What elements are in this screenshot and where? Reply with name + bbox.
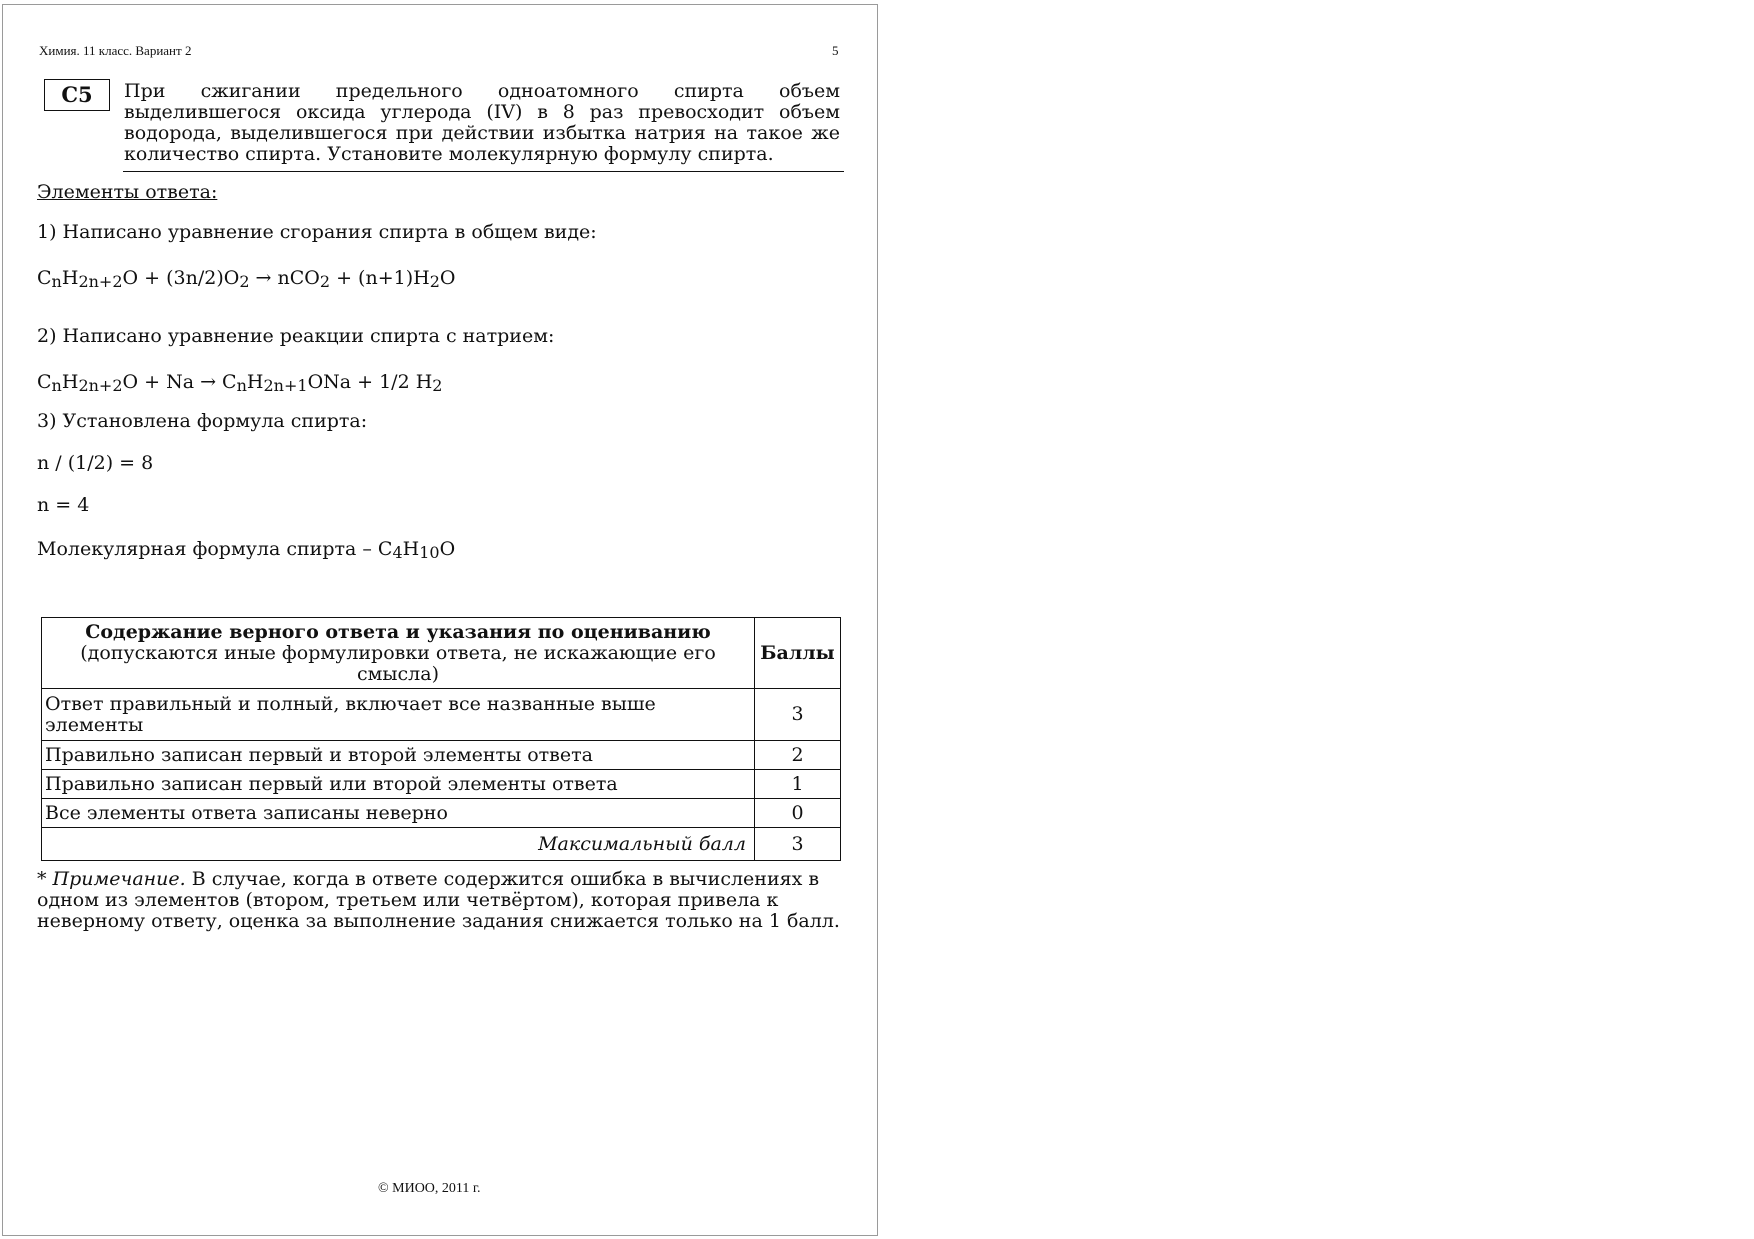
page-header-title: Химия. 11 класс. Вариант 2 [39, 43, 192, 58]
calculation-1: n / (1/2) = 8 [37, 452, 154, 474]
criterion-points: 0 [755, 799, 841, 828]
criterion-text: Ответ правильный и полный, включает все названные выше элементы [42, 689, 755, 741]
criterion-text: Правильно записан первый и второй элементы ответа [42, 741, 755, 770]
step-3: 3) Установлена формула спирта: [37, 410, 368, 432]
answer-heading: Элементы ответа: [37, 181, 218, 203]
task-underline [123, 171, 844, 172]
note-label: Примечание. [52, 868, 186, 890]
criterion-text: Все элементы ответа записаны неверно [42, 799, 755, 828]
criterion-points: 2 [755, 741, 841, 770]
scoring-table [41, 617, 841, 861]
equation-combustion: $C_nH_{2n+2}O + (3n/2)O_2 \to nCO_2 + (n+1)H_2O$ [37, 267, 456, 291]
step-1: 1) Написано уравнение сгорания спирта в общем виде: [37, 221, 597, 243]
points-header: Баллы [755, 618, 841, 689]
criterion-points: 1 [755, 770, 841, 799]
table-row [42, 799, 841, 828]
max-score-label: Максимальный балл [42, 828, 755, 861]
step-2: 2) Написано уравнение реакции спирта с натрием: [37, 325, 555, 347]
copyright-footer: © МИОО, 2011 г. [378, 1181, 481, 1196]
equation-sodium: $C_nH_{2n+2}O + Na \to C_nH_{2n+1}ONa + 1/2$ $H_2$ [37, 371, 443, 395]
max-score-value: 3 [755, 828, 841, 861]
document-page [2, 4, 878, 1236]
content-header-note: (допускаются иные формулировки ответа, не искажающие его смысла) [80, 641, 716, 685]
content-header [42, 618, 755, 689]
table-header-row [42, 618, 841, 689]
note-text: В случае, когда в ответе содержится ошибка в вычислениях в одном из элементов (втором, третьем или четвёртом), которая привела к неверному ответу, оценка за выполнение задания снижается только на 1 балл. [37, 868, 840, 932]
molecular-formula: Молекулярная формула спирта – $C_4H_{10}O$ [37, 538, 456, 562]
criterion-points: 3 [755, 689, 841, 741]
table-row [42, 770, 841, 799]
task-text: При сжигании предельного одноатомного спирта объем выделившегося оксида углерода (IV) в 8 раз превосходит объем водорода, выделившегося при действии избытка натрия на такое же количество спирта. Установите молекулярную формулу спирта. [124, 80, 840, 165]
calculation-2: n = 4 [37, 494, 90, 516]
task-id-box: С5 [44, 79, 110, 111]
note: * Примечание. В случае, когда в ответе содержится ошибка в вычислениях в одном из элементов (втором, третьем или четвёртом), которая привела к неверному ответу, оценка за выполнение задания снижается только на 1 балл. [37, 868, 840, 932]
table-row [42, 741, 841, 770]
table-max-row [42, 828, 841, 861]
criterion-text: Правильно записан первый или второй элементы ответа [42, 770, 755, 799]
content-header-title: Содержание верного ответа и указания по оцениванию [85, 620, 711, 643]
page-number: 5 [832, 43, 839, 58]
table-row [42, 689, 841, 741]
